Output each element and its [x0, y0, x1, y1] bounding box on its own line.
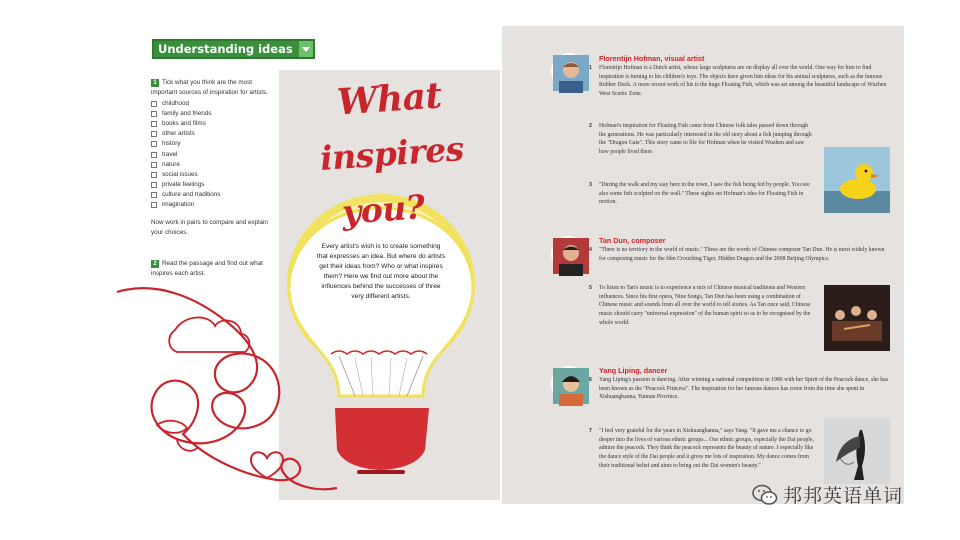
option-label: travel: [162, 150, 178, 158]
right-page: [502, 26, 904, 504]
option-label: private feelings: [162, 180, 205, 188]
option-label: nature: [162, 160, 180, 168]
tan-dun-portrait: [551, 236, 587, 272]
task-number-badge: 2: [151, 260, 159, 268]
artist-heading: Tan Dun, composer: [599, 236, 666, 245]
watermark-text: 邦邦英语单词: [783, 485, 904, 507]
hofman-portrait: [551, 53, 587, 89]
artist-heading: Florentijn Hofman, visual artist: [599, 54, 705, 63]
paragraph: 6 Yang Liping's passion is dancing. After winning a national competition in 1986 with her Spirit of the Peacock dance, she has been known as the "Peacock Princess". The inspiration for her famous dances has come from the time she spent in Xishuangbanna, Yunnan Province.: [589, 377, 888, 401]
paragraph: 3 "During the walk and my stay here in the town, I saw the fish being fed by people. You see also some fish sculpted on the wall." These sights set Hofman's idea for Floating Fish in motion.: [589, 182, 810, 206]
task-number-badge: 1: [151, 79, 159, 87]
option-label: imagination: [162, 200, 195, 208]
yang-liping-portrait: [551, 366, 587, 402]
rubber-duck-photo: [824, 147, 890, 213]
option-label: books and films: [162, 120, 206, 128]
option-label: childhood: [162, 100, 189, 108]
paragraph: 4 "There is no territory in the world of music." These are the words of Chinese composer Tan Dun. He is most widely known for composing music for the film Crouching Tiger, Hidden Dragon and the 2008 Beijing Olympics.: [589, 247, 885, 262]
paragraph: 1 Florentijn Hofman is a Dutch artist, whose large sculptures are on display all over the world. One way for him to find inspiration is turning to his children's toys. The objects have given him ideas for his animal sculptures, such as the famous Rubber Duck. A more recent work of his is the huge Floating Fish, which was set among the beautiful landscape of Wuzhen West Scenic Zone.: [589, 65, 887, 98]
paragraph: 5 To listen to Tan's music is to experience a mix of Chinese musical traditions and Western influences. Since his first opera, Nine Songs, Tan Dun has been using a combination of Chinese music and sounds from all over the world to tell stories. As Tan once said, Chinese music should carry "universal expression" of the human spirit so as to be recognised by the whole world.: [589, 285, 811, 326]
option-label: family and friends: [162, 110, 212, 118]
artist-heading: Yang Liping, dancer: [599, 366, 668, 375]
paragraph: 2 Hofman's inspiration for Floating Fish came from Chinese folk tales passed down through the generations. He was particularly interested in the old story about a fish jumping through the "Dragon Gate". This story came to life for Hofman when he visited Wuzhen and saw how people lived there.: [589, 123, 812, 156]
option-label: culture and traditions: [162, 190, 221, 198]
watermark: [752, 481, 903, 508]
left-page: [117, 30, 500, 500]
option-label: social issues: [162, 170, 198, 178]
task-1-follow-up: Now work in pairs to compare and explain your choices.: [151, 219, 268, 237]
intro-paragraph: Every artist's wish is to create something that expresses an idea. But where do artists get their ideas from? Who or what inspires them? Here we find out more about the influences behind the successes of three very different artists.: [316, 243, 446, 300]
task-2-instruction: 2 Read the passage and find out what inspires each artist.: [151, 260, 263, 277]
option-label: history: [162, 140, 181, 148]
wechat-icon: [752, 484, 778, 506]
title-line-what: What: [335, 74, 443, 124]
section-title: Understanding ideas: [158, 42, 293, 56]
orchestra-photo: [824, 285, 890, 351]
option-label: other artists: [162, 130, 195, 138]
title-line-you: you?: [340, 187, 426, 232]
task-1-instruction: 1 Tick what you think are the most important sources of inspiration for artists.: [151, 79, 268, 96]
title-line-inspires: inspires: [318, 129, 465, 178]
peacock-dancer-photo: [824, 418, 890, 484]
paragraph: 7 "I feel very grateful for the years in Xishuangbanna," says Yang. "It gave me a chance to go deeper into the lives of various ethnic groups... Our ethnic groups, especially the Dai people, admire the peacock. They think the peacock represents the beauty of nature. I especially like the dance style of the Dai people and it gives me lots of inspiration. My dance comes from their traditional belief and aims to bring out the Dai women's beauty.": [589, 428, 814, 469]
